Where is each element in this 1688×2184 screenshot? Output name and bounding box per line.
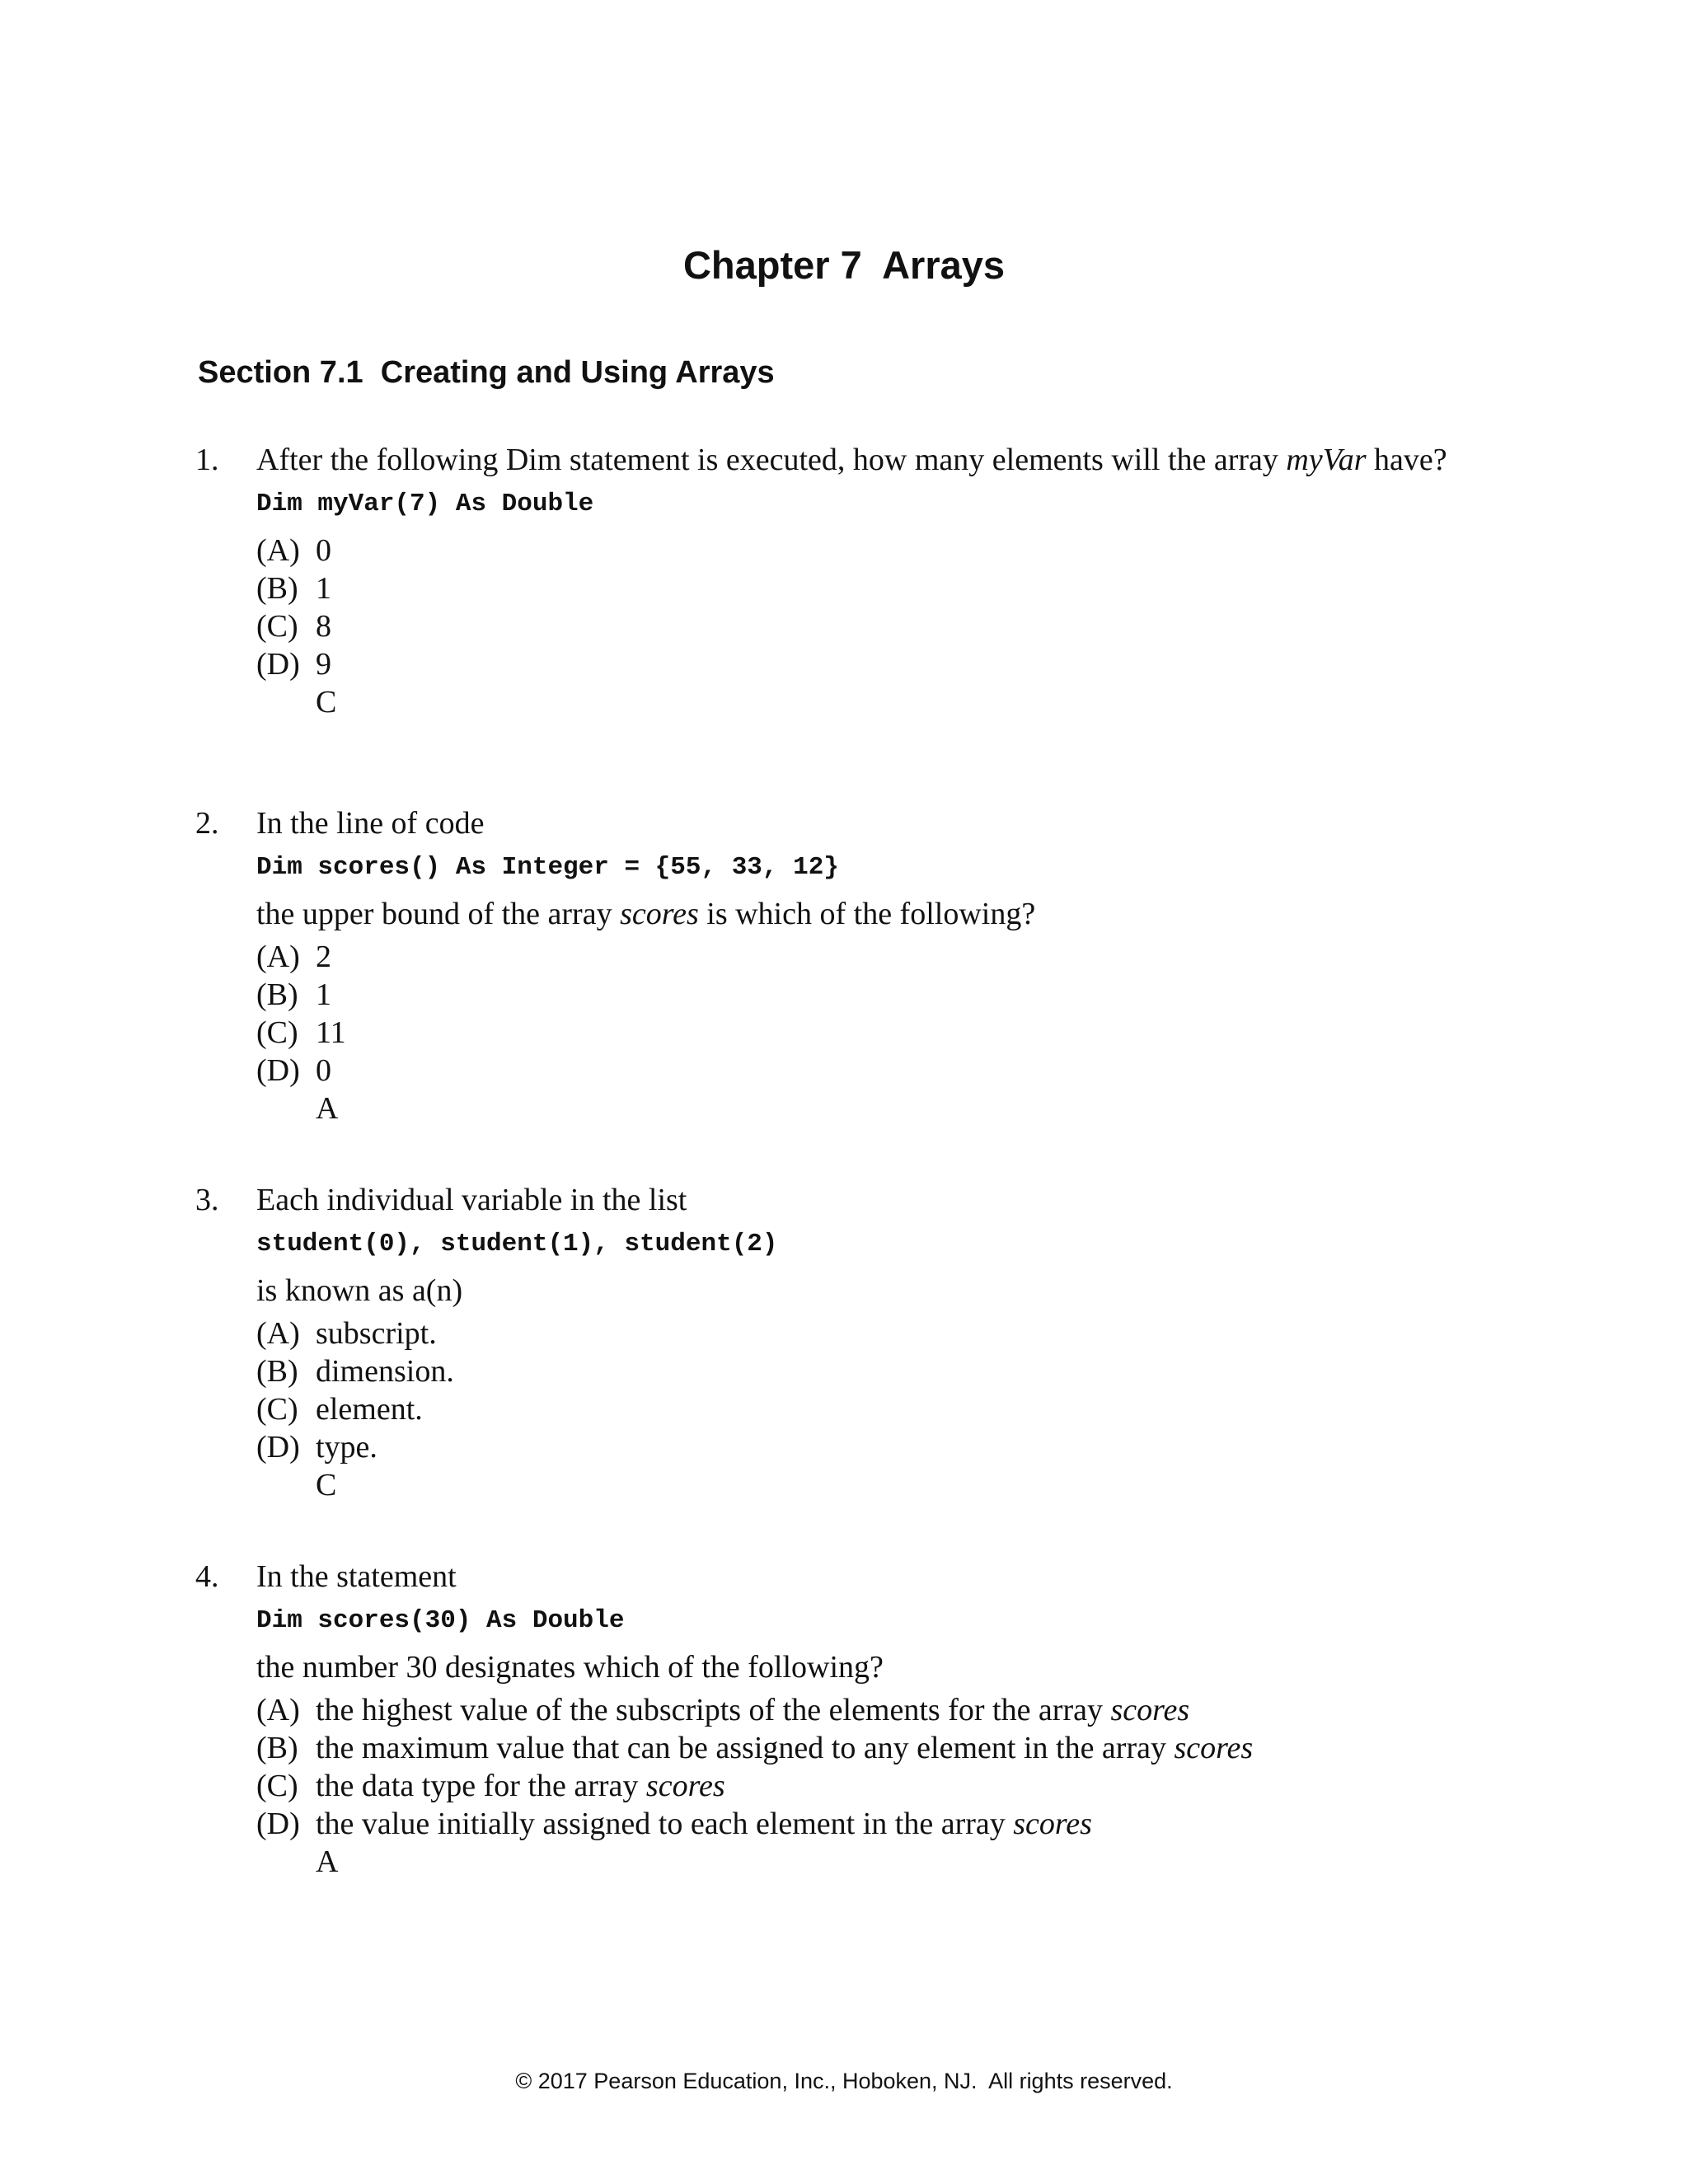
option-c — [256, 1390, 1460, 1428]
follow-emphasis: scores — [620, 897, 699, 931]
section-title: Section 7.1 Creating and Using Arrays — [198, 355, 775, 390]
question-number: 2. — [195, 806, 219, 841]
option-letter: (C) — [256, 1015, 298, 1050]
option-text: 8 — [316, 609, 331, 644]
prompt-text: After the following Dim statement is executed, how many elements will the array — [256, 443, 1287, 477]
option-text: 0 — [316, 1053, 331, 1088]
option-c — [256, 1014, 1460, 1052]
option-text-plain: the maximum value that can be assigned to any element in the array — [316, 1731, 1175, 1765]
option-text-plain: the highest value of the subscripts of the elements for the array — [316, 1693, 1111, 1727]
follow-text: the number 30 designates which of the following? — [256, 1650, 884, 1685]
question-number: 3. — [195, 1183, 219, 1217]
options-list — [256, 1315, 1460, 1504]
option-text-plain: the value initially assigned to each element in the array — [316, 1807, 1014, 1841]
question-prompt — [256, 441, 1460, 479]
options-list — [256, 532, 1460, 721]
option-letter: (B) — [256, 977, 298, 1012]
option-a — [256, 938, 1460, 976]
answer-key: A — [316, 1091, 339, 1126]
prompt-text: Each individual variable in the list — [256, 1183, 687, 1217]
question-follow-up — [256, 1272, 1460, 1310]
option-text — [316, 1805, 1092, 1843]
code-snippet: student(0), student(1), student(2) — [256, 1230, 778, 1258]
option-letter: (D) — [256, 647, 300, 682]
option-c — [256, 1767, 1460, 1805]
question-body — [256, 1181, 1460, 1504]
option-letter: (B) — [256, 571, 298, 606]
option-text: element. — [316, 1392, 423, 1427]
option-letter: (A) — [256, 1316, 300, 1351]
option-d — [256, 1805, 1460, 1843]
code-snippet: Dim myVar(7) As Double — [256, 490, 594, 518]
option-letter: (A) — [256, 940, 300, 974]
question-follow-up — [256, 895, 1460, 933]
option-b — [256, 1352, 1460, 1390]
option-text: 1 — [316, 571, 331, 606]
option-text: type. — [316, 1430, 377, 1465]
option-d — [256, 1052, 1460, 1090]
option-a — [256, 1315, 1460, 1352]
option-text — [316, 1767, 725, 1805]
options-list — [256, 1691, 1460, 1881]
option-text: dimension. — [316, 1354, 454, 1389]
option-text-emphasis: scores — [1174, 1731, 1254, 1765]
option-c — [256, 607, 1460, 645]
option-b — [256, 1729, 1460, 1767]
answer-key: C — [316, 1468, 337, 1502]
follow-text: is known as a(n) — [256, 1273, 463, 1308]
question-body — [256, 441, 1460, 721]
answer-key: C — [316, 685, 337, 719]
option-d — [256, 1428, 1460, 1466]
option-text-emphasis: scores — [1110, 1693, 1190, 1727]
option-letter: (D) — [256, 1807, 300, 1841]
question-number: 1. — [195, 443, 219, 477]
code-snippet: Dim scores() As Integer = {55, 33, 12} — [256, 853, 839, 882]
question-body — [256, 1558, 1460, 1881]
option-a — [256, 1691, 1460, 1729]
prompt-text: In the line of code — [256, 806, 485, 841]
option-a — [256, 532, 1460, 569]
option-text: 0 — [316, 533, 331, 568]
option-letter: (B) — [256, 1731, 298, 1765]
option-text: 9 — [316, 647, 331, 682]
option-text: subscript. — [316, 1316, 437, 1351]
follow-text: the upper bound of the array — [256, 897, 621, 931]
question-prompt — [256, 1558, 1460, 1596]
option-text: 2 — [316, 940, 331, 974]
option-text — [316, 1691, 1189, 1729]
option-letter: (A) — [256, 1693, 300, 1727]
option-text-emphasis: scores — [1013, 1807, 1092, 1841]
option-d — [256, 645, 1460, 683]
options-list — [256, 938, 1460, 1127]
option-b — [256, 976, 1460, 1014]
option-letter: (C) — [256, 609, 298, 644]
answer-key: A — [316, 1844, 339, 1879]
option-b — [256, 569, 1460, 607]
option-letter: (B) — [256, 1354, 298, 1389]
option-text: 11 — [316, 1015, 346, 1050]
question-number: 4. — [195, 1559, 219, 1594]
question-prompt — [256, 804, 1460, 842]
option-text: 1 — [316, 977, 331, 1012]
option-letter: (C) — [256, 1769, 298, 1803]
question-body — [256, 804, 1460, 1127]
prompt-text: In the statement — [256, 1559, 457, 1594]
question-follow-up — [256, 1648, 1460, 1686]
prompt-emphasis: myVar — [1286, 443, 1367, 477]
follow-text-end: is which of the following? — [698, 897, 1036, 931]
option-letter: (D) — [256, 1430, 300, 1465]
option-text-emphasis: scores — [645, 1769, 725, 1803]
question-prompt — [256, 1181, 1460, 1219]
prompt-text-end: have? — [1366, 443, 1447, 477]
copyright-footer: © 2017 Pearson Education, Inc., Hoboken, NJ. All rights reserved. — [515, 2069, 1173, 2093]
option-text — [316, 1729, 1253, 1767]
code-snippet: Dim scores(30) As Double — [256, 1606, 625, 1635]
option-letter: (A) — [256, 533, 300, 568]
option-letter: (C) — [256, 1392, 298, 1427]
option-text-plain: the data type for the array — [316, 1769, 646, 1803]
chapter-title: Chapter 7 Arrays — [682, 243, 1006, 287]
option-letter: (D) — [256, 1053, 300, 1088]
